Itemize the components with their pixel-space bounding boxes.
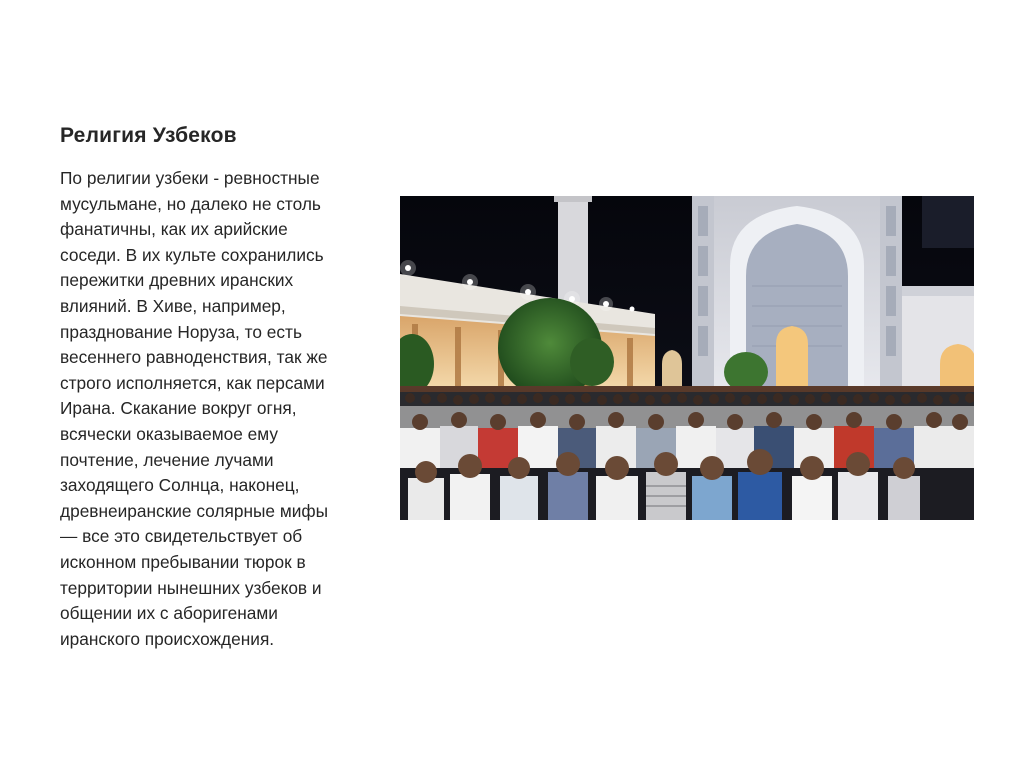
body-line: заходящего Солнца, наконец,	[60, 475, 300, 496]
body-line: — все это свидетельствует об	[60, 526, 303, 547]
body-line: древнеиранские солярные мифы	[60, 500, 328, 521]
body-line: фанатичны, как их арийские	[60, 219, 288, 240]
body-line: всячески оказываемое ему	[60, 423, 279, 444]
body-line: почтение, лечение лучами	[60, 449, 274, 470]
slide-title: Религия Узбеков	[60, 124, 237, 147]
body-line: исконном пребывании тюрок в	[60, 551, 306, 572]
body-line: мусульмане, но далеко не столь	[60, 193, 321, 214]
body-line: строго исполняется, как персами	[60, 372, 325, 393]
body-line: весеннего равноденствия, так же	[60, 347, 328, 368]
body-line: общении их с аборигенами	[60, 603, 278, 624]
body-line: иранского происхождения.	[60, 628, 275, 649]
body-line: влияний. В Хиве, например,	[60, 295, 286, 316]
mosque-prayer-photo	[400, 196, 974, 520]
body-line: празднование Норуза, то есть	[60, 321, 302, 342]
body-line: соседи. В их культе сохранились	[60, 244, 324, 265]
body-line: По религии узбеки - ревностные	[60, 168, 320, 188]
body-line: пережитки древних иранских	[60, 270, 294, 291]
slide-body-text	[60, 166, 380, 652]
mosque-prayer-illustration	[400, 196, 974, 520]
body-line: Ирана. Скакание вокруг огня,	[60, 398, 297, 419]
body-line: территории нынешних узбеков и	[60, 577, 322, 598]
